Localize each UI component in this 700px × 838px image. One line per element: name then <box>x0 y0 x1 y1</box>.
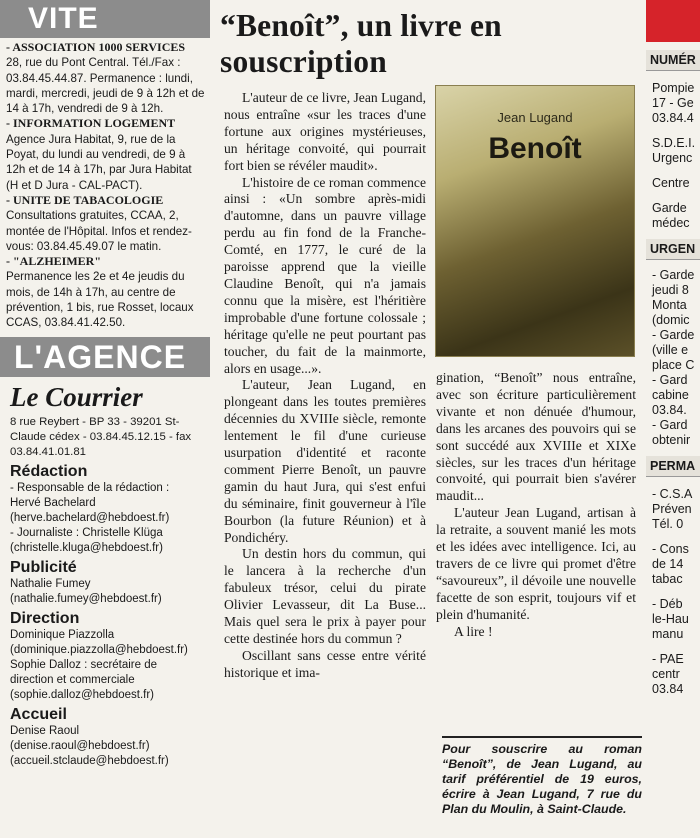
right-line: - Gard <box>652 418 688 432</box>
right-entry <box>646 176 700 191</box>
article <box>214 0 644 838</box>
vite-block-heading: - "ALZHEIMER" <box>6 254 101 269</box>
right-line: - Cons <box>652 542 689 556</box>
right-line: Garde <box>652 201 687 215</box>
section-publicite-line: Nathalie Fumey <box>10 577 91 590</box>
article-paragraph: gination, “Benoît” nous entraîne, avec son écriture particulièrement vivante et non dénuée d'humour, dans les arcanes des pouvoirs qui se sont succédé aux XVIIIe et XIXe siècles, sur les traces d'un héritage convoité, qui pourrait bien s'avérer maudit... <box>436 370 636 504</box>
right-entry <box>646 652 700 697</box>
article-paragraph: L'auteur Jean Lugand, artisan à la retraite, a souvent manié les mots et les idées avec intelligence. Ici, au travers de ce livre qui promet d'être “savoureux”, il dévoile une nouvelle facette de son esprit, toujours vif et plein d'humanité. <box>436 505 636 622</box>
right-entry <box>646 81 700 126</box>
book-cover-image <box>436 86 634 356</box>
article-paragraph: L'histoire de ce roman commence ainsi : «Un sombre après-midi d'automne, dans un pauvre village perdu au fin fond de la Franche-Comté, en 1777, le curé de la paroisse apprend que la vieille Claudine Benoît, qui n'a jamais connu que la misère, est l'héritière improbable d'une fortune colossale ; héritage qu'elle ne peut pourtant pas toucher, du fait de la mainmorte, alors en usage...». <box>224 174 426 376</box>
vite-block <box>0 254 210 330</box>
right-entry <box>646 268 700 448</box>
right-line: médec <box>652 216 690 230</box>
right-line: - Garde <box>652 268 695 282</box>
right-line: Monta <box>652 298 687 312</box>
section-redaction-line: - Journaliste : Christelle Klüga <box>10 526 163 539</box>
right-line: Urgenc <box>652 151 693 165</box>
vite-block-heading: - ASSOCIATION 1000 SERVICES <box>6 40 186 54</box>
right-line: - C.S.A <box>652 487 693 501</box>
section-accueil-title: Accueil <box>10 705 67 723</box>
agence-banner: L'AGENCE <box>0 337 210 377</box>
vite-block-heading: - UNITE DE TABACOLOGIE <box>6 192 164 207</box>
section-direction-title: Direction <box>10 609 80 627</box>
article-column-left <box>224 90 426 682</box>
right-line: 03.84.4 <box>652 111 694 125</box>
section-redaction-title: Rédaction <box>10 462 88 480</box>
right-line: le-Hau <box>652 612 689 626</box>
right-line: 17 - Ge <box>652 96 694 110</box>
cover-author: Jean Lugand <box>497 110 573 125</box>
right-entry <box>646 201 700 231</box>
cover-title: Benoît <box>488 132 582 165</box>
right-line: place C <box>652 358 695 372</box>
article-paragraph: Un destin hors du commun, qui le lancera à la recherche d'un fabuleux trésor, celui du pirate Olivier Levasseur, dit La Buse... Mais quel sera le prix à payer pour cette destinée hors du commun ? <box>224 546 426 646</box>
right-entry <box>646 597 700 642</box>
vite-block-text: Agence Jura Habitat, 9, rue de la Poyat, du lundi au vendredi, de 9 à 12h et de 14 à 17h, par Jura Habitat (H et D Jura - CAL-PACT). <box>6 132 192 192</box>
section-accueil-line: (denise.raoul@hebdoest.fr) <box>10 739 150 752</box>
newspaper-name: Le Courrier <box>10 381 143 412</box>
red-banner <box>646 0 700 42</box>
left-column <box>0 0 210 838</box>
staff-list <box>0 463 210 769</box>
vite-block <box>0 193 210 254</box>
right-line: obtenir <box>652 433 691 447</box>
right-line: centr <box>652 667 680 681</box>
right-line: cabine <box>652 388 689 402</box>
right-line: (ville e <box>652 343 689 357</box>
numeros-heading: NUMÉR <box>646 50 700 71</box>
right-line: Tél. 0 <box>652 517 684 531</box>
section-direction-line: (dominique.piazzolla@hebdoest.fr) <box>10 643 188 656</box>
agence-address: 8 rue Reybert - BP 33 - 39201 St-Claude cédex - 03.84.45.12.15 - fax 03.84.41.01.81 <box>10 415 192 458</box>
permanences-heading: PERMA <box>646 456 700 477</box>
vite-block-text: 28, rue du Pont Central. Tél./Fax : 03.84.45.44.87. Permanence : lundi, mardi, mercredi, jeudi de 9 à 12h et de 14 à 17h, vendredi de 9 à 12h. <box>6 56 205 116</box>
vite-block <box>0 116 210 192</box>
article-title: “Benoît”, un livre en souscription <box>220 8 502 79</box>
subscription-box: Pour souscrire au roman “Benoît”, de Jean Lugand, au tarif préférentiel de 19 euros, écrire à Jean Lugand, 7 rue du Plan du Moulin, à Saint-Claude. <box>442 736 642 817</box>
vite-banner: VITE <box>0 0 210 38</box>
right-line: (domic <box>652 313 690 327</box>
section-accueil-line: Denise Raoul <box>10 724 80 737</box>
section-direction-line: Sophie Dalloz : secrétaire de <box>10 658 158 671</box>
right-line: de 14 <box>652 557 684 571</box>
right-line: - Gard <box>652 373 688 387</box>
right-line: jeudi 8 <box>652 283 689 297</box>
section-publicite-line: (nathalie.fumey@hebdoest.fr) <box>10 592 162 605</box>
vite-block-text: Permanence les 2e et 4e jeudis du mois, de 14h à 17h, au centre de prévention, 1 bis, rue Rosset, locaux CCAS, 03.84.41.42.50. <box>6 270 194 330</box>
section-redaction-line: (herve.bachelard@hebdoest.fr) <box>10 511 170 524</box>
article-paragraph: L'auteur de ce livre, Jean Lugand, nous entraîne «sur les traces d'une fortune aux origines mystérieuses, un héritage convoité, qui pourrait fort bien se révéler maudit». <box>224 90 426 173</box>
right-entry <box>646 487 700 532</box>
section-redaction-line: - Responsable de la rédaction : <box>10 481 170 494</box>
article-column-right <box>436 370 636 641</box>
right-column <box>646 0 700 838</box>
section-accueil-line: (accueil.stclaude@hebdoest.fr) <box>10 754 169 767</box>
article-paragraph: L'auteur, Jean Lugand, en plongeant dans les toutes premières décennies du XVIIIe siècle, remonte lentement le fil d'une curieuse usurpation d'identité et raconte comment Pierre Benoît, un pauvre gamin du haut Jura, qui s'est enfui du séminaire, finit gouverneur à l'île Bourbon (la future Réunion) et à Pondichéry. <box>224 377 426 545</box>
right-line: Centre <box>652 176 690 190</box>
section-redaction-line: (christelle.kluga@hebdoest.fr) <box>10 541 163 554</box>
right-column-content <box>646 50 700 697</box>
right-line: - Déb <box>652 597 683 611</box>
right-line: Préven <box>652 502 692 516</box>
vite-block-heading: - INFORMATION LOGEMENT <box>6 116 176 131</box>
vite-block <box>0 40 210 116</box>
right-entry <box>646 136 700 166</box>
section-direction-line: (sophie.dalloz@hebdoest.fr) <box>10 688 155 701</box>
right-entry <box>646 542 700 587</box>
right-line: - PAE <box>652 652 684 666</box>
vite-block-text: Consultations gratuites, CCAA, 2, montée de l'Hôpital. Infos et rendez-vous: 03.84.45.49.07 le matin. <box>6 209 192 253</box>
right-line: 03.84. <box>652 403 687 417</box>
right-line: - Garde <box>652 328 695 342</box>
section-direction-line: Dominique Piazzolla <box>10 628 115 641</box>
right-line: manu <box>652 627 684 641</box>
right-line: Pompie <box>652 81 695 95</box>
section-direction-line: direction et commerciale <box>10 673 135 686</box>
right-line: 03.84 <box>652 682 684 696</box>
right-line: S.D.E.I. <box>652 136 696 150</box>
article-paragraph: A lire ! <box>454 623 493 639</box>
urgences-heading: URGEN <box>646 239 700 260</box>
right-line: tabac <box>652 572 683 586</box>
section-redaction-line: Hervé Bachelard <box>10 496 96 509</box>
vite-blocks <box>0 40 210 331</box>
article-paragraph: Oscillant sans cesse entre vérité historique et ima- <box>224 647 426 680</box>
section-publicite-title: Publicité <box>10 558 77 576</box>
